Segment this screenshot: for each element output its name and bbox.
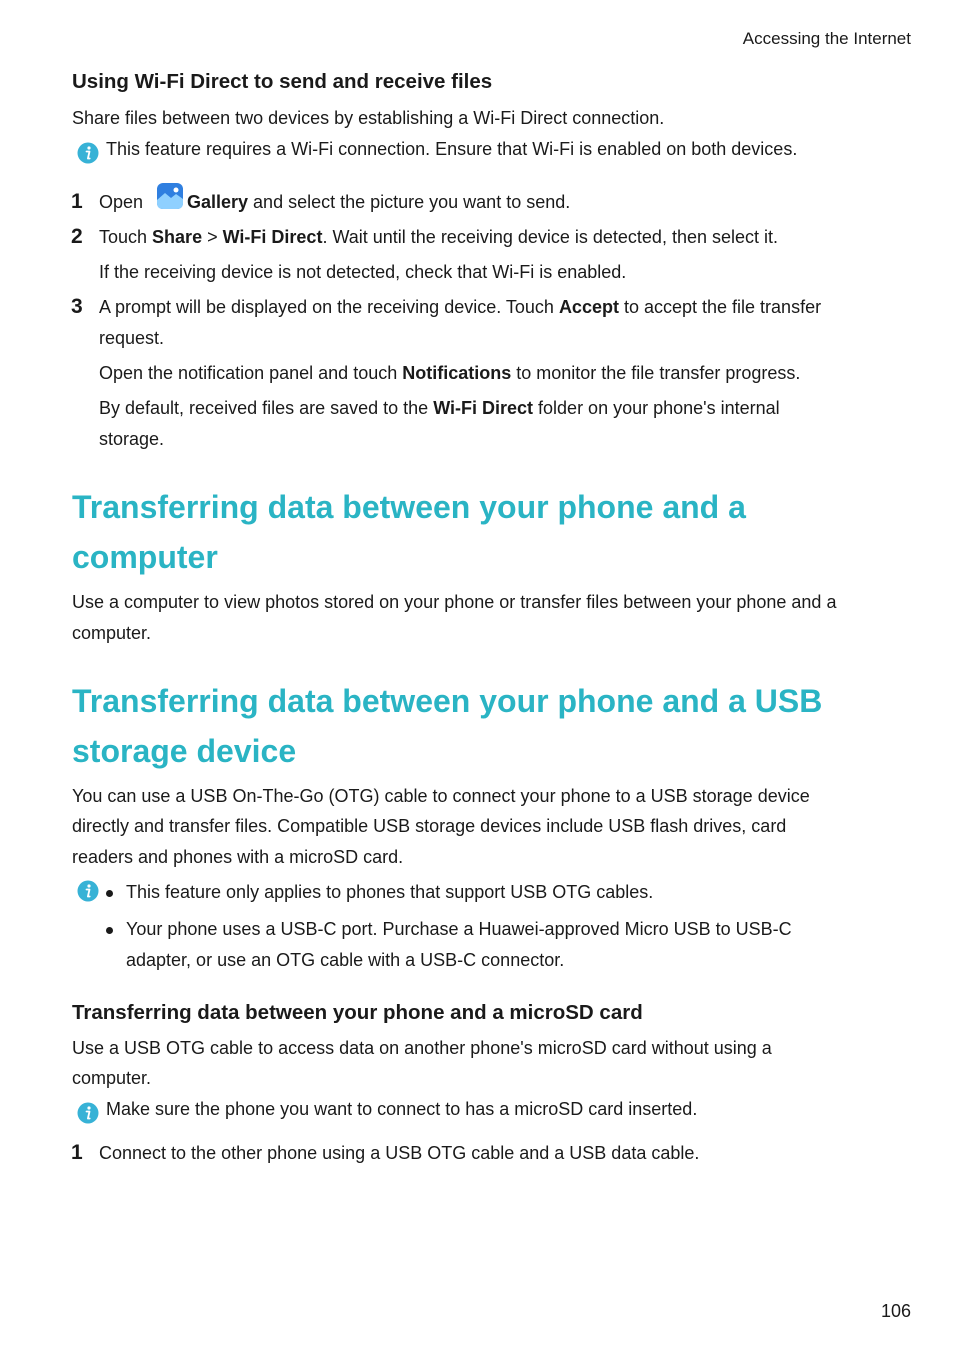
sub2-pre: By default, received files are saved to the	[99, 398, 434, 418]
wifi-direct-intro: Share files between two devices by establishing a Wi-Fi Direct connection.	[72, 108, 665, 128]
sub1-pre: Open the notification panel and touch	[99, 363, 403, 383]
step-2-pre: Touch	[99, 227, 153, 247]
page-number: 106	[880, 1301, 911, 1321]
microsd-heading: Transferring data between your phone and a microSD card	[72, 1001, 643, 1024]
step-number: 1	[71, 1141, 83, 1164]
microsd-step-1-text: Connect to the other phone using a USB OTG cable and a USB data cable.	[99, 1143, 700, 1163]
sub2-post: folder on your phone's internal	[533, 398, 780, 418]
step-3-post: to accept the file transfer	[618, 297, 822, 317]
gallery-app-icon	[157, 183, 183, 209]
usb-heading-line1: Transferring data between your phone and a USB	[72, 683, 823, 719]
step-3-line2: request.	[99, 328, 165, 348]
usb-bullet-1: This feature only applies to phones that support USB OTG cables.	[126, 882, 654, 902]
step-3-text	[99, 297, 821, 319]
gallery-label: Gallery	[187, 192, 249, 212]
step-3-sub2-line2: storage.	[99, 429, 165, 449]
info-note-icon	[77, 142, 99, 164]
accept-label: Accept	[558, 297, 619, 317]
computer-body-line1: Use a computer to view photos stored on your phone or transfer files between your phone and a	[72, 592, 837, 612]
step-number: 2	[71, 225, 83, 248]
usb-heading-line2: storage device	[72, 733, 297, 769]
share-label: Share	[152, 227, 203, 247]
step-2-post: . Wait until the receiving device is detected, then select it.	[322, 227, 779, 247]
computer-body-line2: computer.	[72, 623, 152, 643]
path-separator: >	[202, 227, 223, 247]
computer-heading-line2: computer	[72, 539, 218, 575]
step-3-pre: A prompt will be displayed on the receiving device. Touch	[99, 297, 559, 317]
step-2-subtext: If the receiving device is not detected, check that Wi-Fi is enabled.	[99, 262, 627, 282]
usb-bullet-2-line2: adapter, or use an OTG cable with a USB-C connector.	[126, 950, 565, 970]
usb-body-line3: readers and phones with a microSD card.	[72, 847, 404, 867]
usb-bullet-2-line1: Your phone uses a USB-C port. Purchase a Huawei-approved Micro USB to USB-C	[126, 919, 792, 939]
step-number: 1	[71, 190, 83, 213]
microsd-body-line2: computer.	[72, 1068, 152, 1088]
wifi-direct-note: This feature requires a Wi-Fi connection. Ensure that Wi-Fi is enabled on both devices.	[106, 139, 798, 159]
step-1-post: and select the picture you want to send.	[248, 192, 571, 212]
sub1-post: to monitor the file transfer progress.	[511, 363, 801, 383]
bullet-dot	[106, 890, 113, 897]
info-note-icon	[77, 880, 99, 902]
wifi-direct-heading: Using Wi-Fi Direct to send and receive files	[72, 70, 493, 93]
step-3-sub1	[99, 363, 800, 385]
wifi-direct-label: Wi-Fi Direct	[222, 227, 323, 247]
step-number: 3	[71, 295, 83, 318]
notifications-label: Notifications	[402, 363, 512, 383]
wifi-direct-folder-label: Wi-Fi Direct	[433, 398, 534, 418]
usb-body-line2: directly and transfer files. Compatible USB storage devices include USB flash drives, card	[72, 816, 787, 836]
step-1-continuation	[187, 192, 570, 214]
step-3-sub2	[99, 398, 780, 420]
bullet-dot	[106, 927, 113, 934]
step-1-text	[99, 192, 143, 214]
running-header: Accessing the Internet	[742, 29, 911, 48]
microsd-body-line1: Use a USB OTG cable to access data on another phone's microSD card without using a	[72, 1038, 772, 1058]
usb-body-line1: You can use a USB On-The-Go (OTG) cable to connect your phone to a USB storage device	[72, 786, 810, 806]
info-note-icon	[77, 1102, 99, 1124]
step-1-pre: Open	[99, 192, 144, 212]
computer-heading-line1: Transferring data between your phone and a	[72, 489, 746, 525]
step-2-text	[99, 227, 778, 249]
microsd-note: Make sure the phone you want to connect to has a microSD card inserted.	[106, 1099, 698, 1119]
